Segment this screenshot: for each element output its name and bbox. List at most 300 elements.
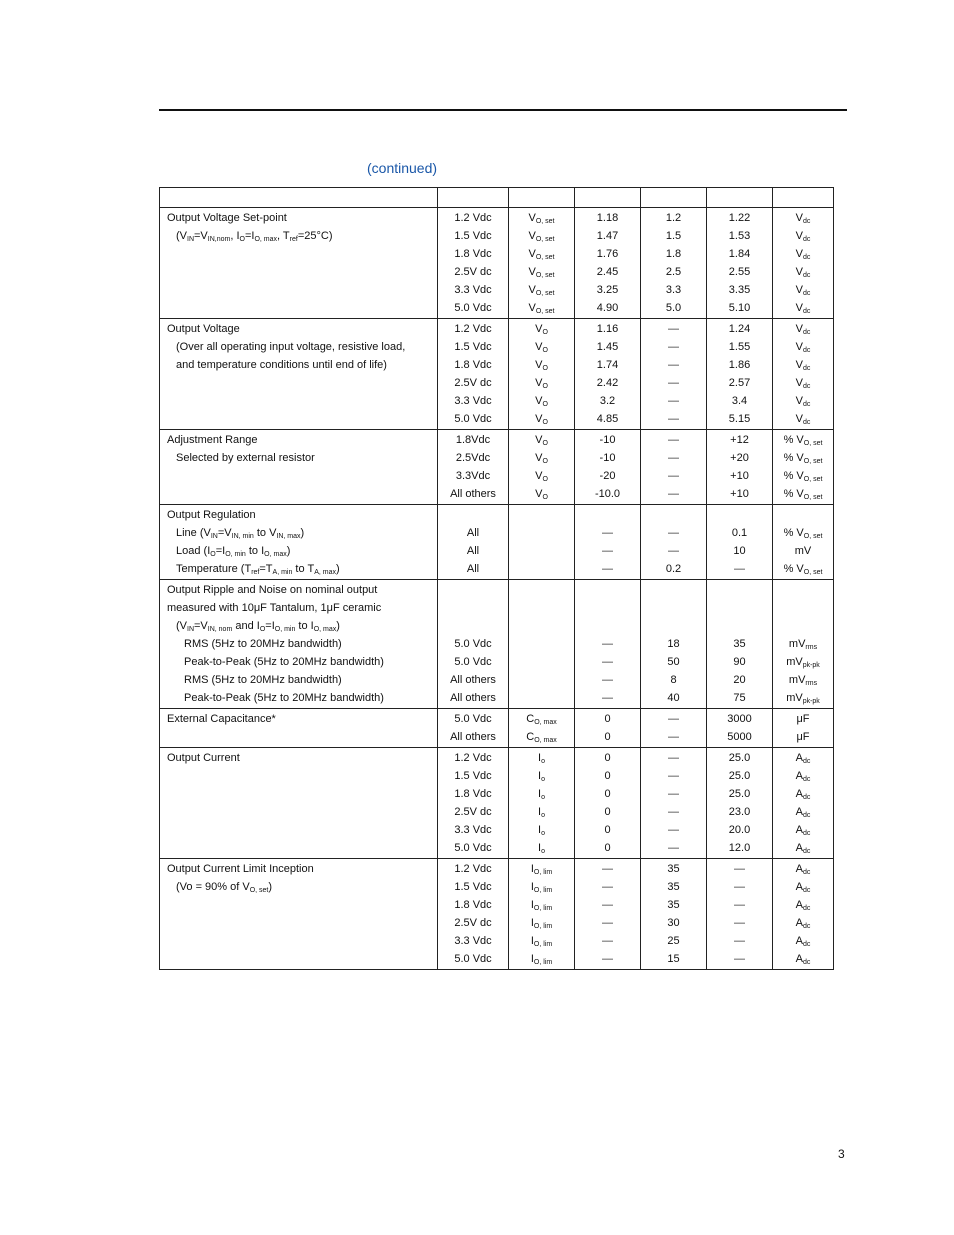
max-value: 1.53: [728, 230, 751, 242]
unit-value: $A_{dc}$: [795, 917, 811, 930]
unit-value: mV: [794, 545, 812, 557]
symbol-value: $I_{O, lim}$: [530, 881, 553, 894]
typ-value: 1.5: [665, 230, 682, 242]
parameter-text: (Over all operating input voltage, resistive load,: [176, 341, 406, 353]
symbol-cell: [509, 430, 575, 505]
max-value: 3000: [727, 713, 752, 725]
min-cell: [575, 580, 641, 709]
symbol-value: $I_o$: [538, 824, 545, 837]
min-value: -10: [599, 434, 616, 446]
typ-value: 15: [667, 953, 680, 965]
device-value: 2.5V dc: [454, 917, 492, 929]
device-value: 1.2 Vdc: [454, 212, 492, 224]
typ-value: —: [668, 452, 679, 464]
min-value: 1.76: [596, 248, 619, 260]
typ-value: 30: [667, 917, 680, 929]
min-value: —: [602, 935, 613, 947]
unit-value: $V_{dc}$: [795, 395, 811, 408]
unit-cell: [773, 748, 834, 859]
unit-value: $A_{dc}$: [795, 824, 811, 837]
max-value: +10: [730, 470, 749, 482]
unit-value: [773, 617, 833, 635]
min-value: —: [602, 692, 613, 704]
symbol-value: $I_o$: [538, 806, 545, 819]
min-value: [575, 506, 640, 524]
typ-value: —: [668, 842, 679, 854]
unit-value: μF: [796, 731, 810, 743]
device-value: 3.3 Vdc: [454, 824, 492, 836]
max-value: 3.4: [731, 395, 748, 407]
device-cell: [438, 430, 509, 505]
min-value: —: [602, 527, 613, 539]
max-value: 2.55: [728, 266, 751, 278]
unit-value: $A_{dc}$: [795, 842, 811, 855]
min-value: [575, 617, 640, 635]
typ-value: —: [668, 395, 679, 407]
symbol-value: $I_o$: [538, 752, 545, 765]
device-cell: [438, 709, 509, 748]
parameter-text: Output Current Limit Inception: [167, 863, 314, 875]
unit-value: $A_{dc}$: [795, 770, 811, 783]
typ-value: [641, 581, 706, 599]
parameter-text: Output Current: [167, 752, 240, 764]
max-value: —: [734, 953, 745, 965]
typ-value: 5.0: [665, 302, 682, 314]
symbol-value: $I_{O, lim}$: [530, 899, 553, 912]
parameter-cell: [160, 430, 438, 505]
parameter-text: Output Voltage Set-point: [167, 212, 287, 224]
unit-cell: [773, 709, 834, 748]
symbol-value: $C_{O, max}$: [526, 713, 557, 726]
typ-value: —: [668, 359, 679, 371]
min-cell: [575, 505, 641, 580]
symbol-value: [509, 689, 574, 707]
device-cell: [438, 859, 509, 970]
min-value: 0: [604, 788, 611, 800]
typ-value: —: [668, 413, 679, 425]
typ-cell: [641, 580, 707, 709]
spec-group-row: [160, 709, 834, 748]
unit-value: $mV_{rms}$: [788, 638, 818, 651]
device-value: All: [466, 527, 480, 539]
max-value: 0.1: [731, 527, 748, 539]
unit-value: $A_{dc}$: [795, 788, 811, 801]
unit-cell: [773, 208, 834, 319]
parameter-text: measured with 10μF Tantalum, 1μF ceramic: [167, 602, 382, 614]
unit-value: $A_{dc}$: [795, 881, 811, 894]
symbol-cell: [509, 505, 575, 580]
unit-value: % $V_{O, set}$: [783, 434, 823, 447]
unit-value: $V_{dc}$: [795, 284, 811, 297]
max-value: 10: [733, 545, 746, 557]
parameter-text: and temperature conditions until end of life): [176, 359, 387, 371]
device-value: 5.0 Vdc: [454, 656, 492, 668]
symbol-value: [509, 635, 574, 653]
header-cell-parameter: [160, 188, 438, 208]
typ-value: —: [668, 770, 679, 782]
max-cell: [707, 430, 773, 505]
min-value: 2.42: [596, 377, 619, 389]
device-value: 1.8Vdc: [455, 434, 491, 446]
max-value: [707, 599, 772, 617]
min-value: —: [602, 674, 613, 686]
max-cell: [707, 709, 773, 748]
spec-group-row: [160, 319, 834, 430]
unit-cell: [773, 430, 834, 505]
max-value: [707, 581, 772, 599]
typ-value: 18: [667, 638, 680, 650]
unit-value: % $V_{O, set}$: [783, 488, 823, 501]
device-value: All: [466, 563, 480, 575]
max-value: 1.84: [728, 248, 751, 260]
min-value: -20: [599, 470, 616, 482]
max-value: 1.22: [728, 212, 751, 224]
unit-value: [773, 581, 833, 599]
unit-value: $mV_{pk-pk}$: [786, 692, 820, 705]
header-cell-symbol: [509, 188, 575, 208]
symbol-value: $V_O$: [535, 377, 548, 390]
min-value: 0: [604, 824, 611, 836]
max-value: 35: [733, 638, 746, 650]
min-cell: [575, 430, 641, 505]
parameter-text: ($V_{IN}=V_{IN,nom}$, $I_O=I_{O, max}$, $T_{ref}=25^\circ C$): [176, 230, 333, 243]
parameter-text: Line ($V_{IN}=V_{IN, min}$ to $V_{IN, max}$): [176, 527, 305, 540]
unit-value: $V_{dc}$: [795, 212, 811, 225]
max-value: 12.0: [728, 842, 751, 854]
min-value: —: [602, 656, 613, 668]
typ-cell: [641, 709, 707, 748]
min-value: —: [602, 917, 613, 929]
typ-value: —: [668, 545, 679, 557]
unit-value: $V_{dc}$: [795, 266, 811, 279]
device-cell: [438, 319, 509, 430]
spec-group-row: [160, 505, 834, 580]
max-value: [707, 506, 772, 524]
parameter-text: Output Regulation: [167, 509, 256, 521]
symbol-value: $V_{O, set}$: [528, 248, 555, 261]
symbol-value: $V_O$: [535, 434, 548, 447]
symbol-value: $I_o$: [538, 842, 545, 855]
max-value: 25.0: [728, 752, 751, 764]
device-value: 1.2 Vdc: [454, 863, 492, 875]
min-cell: [575, 319, 641, 430]
device-value: 1.5 Vdc: [454, 770, 492, 782]
max-value: +12: [730, 434, 749, 446]
header-cell-max: [707, 188, 773, 208]
typ-value: 35: [667, 881, 680, 893]
device-value: 1.5 Vdc: [454, 881, 492, 893]
typ-value: [641, 599, 706, 617]
typ-cell: [641, 748, 707, 859]
device-value: 1.5 Vdc: [454, 230, 492, 242]
max-value: 23.0: [728, 806, 751, 818]
min-value: 0: [604, 806, 611, 818]
unit-value: $mV_{pk-pk}$: [786, 656, 820, 669]
min-value: 3.2: [599, 395, 616, 407]
typ-value: —: [668, 731, 679, 743]
typ-cell: [641, 208, 707, 319]
device-value: 5.0 Vdc: [454, 413, 492, 425]
device-value: 3.3 Vdc: [454, 935, 492, 947]
min-value: 0: [604, 713, 611, 725]
device-value: All others: [450, 488, 496, 500]
unit-value: $V_{dc}$: [795, 302, 811, 315]
max-value: 20.0: [728, 824, 751, 836]
symbol-value: $I_{O, lim}$: [530, 917, 553, 930]
symbol-value: $V_{O, set}$: [528, 266, 555, 279]
min-value: 4.85: [596, 413, 619, 425]
typ-value: —: [668, 527, 679, 539]
symbol-value: [509, 653, 574, 671]
device-value: 2.5V dc: [454, 266, 492, 278]
unit-value: $mV_{rms}$: [788, 674, 818, 687]
device-value: 1.5 Vdc: [454, 341, 492, 353]
typ-value: 40: [667, 692, 680, 704]
symbol-value: $I_{O, lim}$: [530, 863, 553, 876]
symbol-value: $I_{O, lim}$: [530, 935, 553, 948]
device-cell: [438, 208, 509, 319]
min-value: —: [602, 545, 613, 557]
typ-value: [641, 617, 706, 635]
unit-value: μF: [796, 713, 810, 725]
spec-group-row: [160, 748, 834, 859]
max-value: —: [734, 563, 745, 575]
typ-value: —: [668, 752, 679, 764]
device-value: 5.0 Vdc: [454, 638, 492, 650]
unit-value: [773, 506, 833, 524]
typ-value: 35: [667, 863, 680, 875]
continued-label: (continued): [367, 160, 438, 176]
typ-value: 1.2: [665, 212, 682, 224]
device-value: 3.3 Vdc: [454, 395, 492, 407]
symbol-value: $V_O$: [535, 413, 548, 426]
min-value: —: [602, 953, 613, 965]
symbol-value: $V_O$: [535, 488, 548, 501]
parameter-cell: [160, 859, 438, 970]
device-value: 5.0 Vdc: [454, 302, 492, 314]
typ-value: [641, 506, 706, 524]
min-cell: [575, 208, 641, 319]
device-value: 2.5Vdc: [455, 452, 491, 464]
typ-value: 0.2: [665, 563, 682, 575]
max-cell: [707, 319, 773, 430]
device-value: 1.2 Vdc: [454, 752, 492, 764]
unit-value: [773, 599, 833, 617]
unit-value: $A_{dc}$: [795, 806, 811, 819]
unit-value: $A_{dc}$: [795, 935, 811, 948]
unit-value: % $V_{O, set}$: [783, 470, 823, 483]
typ-value: —: [668, 470, 679, 482]
spec-group-row: [160, 859, 834, 970]
typ-cell: [641, 859, 707, 970]
parameter-cell: [160, 505, 438, 580]
max-cell: [707, 208, 773, 319]
device-value: All: [466, 545, 480, 557]
symbol-value: [509, 599, 574, 617]
max-value: +10: [730, 488, 749, 500]
typ-value: —: [668, 824, 679, 836]
unit-value: $V_{dc}$: [795, 377, 811, 390]
symbol-value: $V_O$: [535, 323, 548, 336]
parameter-cell: [160, 709, 438, 748]
symbol-value: $I_{O, lim}$: [530, 953, 553, 966]
min-value: 1.18: [596, 212, 619, 224]
typ-value: 3.3: [665, 284, 682, 296]
min-value: 0: [604, 731, 611, 743]
parameter-text: (Vo = 90% of $V_{O, set}$): [176, 881, 273, 894]
unit-cell: [773, 859, 834, 970]
min-value: 3.25: [596, 284, 619, 296]
header-cell-min: [575, 188, 641, 208]
max-value: —: [734, 863, 745, 875]
device-value: All others: [450, 692, 496, 704]
symbol-cell: [509, 709, 575, 748]
typ-value: —: [668, 323, 679, 335]
max-value: 25.0: [728, 770, 751, 782]
typ-value: —: [668, 806, 679, 818]
unit-value: % $V_{O, set}$: [783, 452, 823, 465]
max-value: 90: [733, 656, 746, 668]
min-value: 1.47: [596, 230, 619, 242]
unit-value: $A_{dc}$: [795, 863, 811, 876]
table-header-row: [160, 188, 834, 208]
header-cell-device: [438, 188, 509, 208]
symbol-value: [509, 560, 574, 578]
min-value: 0: [604, 842, 611, 854]
unit-value: $V_{dc}$: [795, 359, 811, 372]
device-cell: [438, 505, 509, 580]
parameter-text: Adjustment Range: [167, 434, 258, 446]
symbol-value: $V_O$: [535, 359, 548, 372]
min-value: —: [602, 863, 613, 875]
device-value: 1.8 Vdc: [454, 248, 492, 260]
max-value: —: [734, 917, 745, 929]
typ-value: —: [668, 488, 679, 500]
header-cell-unit: [773, 188, 834, 208]
max-value: [707, 617, 772, 635]
typ-value: 1.8: [665, 248, 682, 260]
max-value: 20: [733, 674, 746, 686]
max-value: —: [734, 899, 745, 911]
device-value: [438, 599, 508, 617]
min-value: 1.45: [596, 341, 619, 353]
unit-cell: [773, 319, 834, 430]
typ-cell: [641, 505, 707, 580]
symbol-value: $V_{O, set}$: [528, 284, 555, 297]
device-value: [438, 617, 508, 635]
parameter-cell: [160, 319, 438, 430]
electrical-specifications-table: [159, 187, 834, 970]
unit-value: $V_{dc}$: [795, 230, 811, 243]
max-cell: [707, 505, 773, 580]
symbol-value: $V_O$: [535, 452, 548, 465]
min-value: —: [602, 638, 613, 650]
min-value: -10: [599, 452, 616, 464]
unit-value: $A_{dc}$: [795, 752, 811, 765]
min-value: 1.16: [596, 323, 619, 335]
max-value: 75: [733, 692, 746, 704]
parameter-cell: [160, 580, 438, 709]
parameter-text: RMS (5Hz to 20MHz bandwidth): [184, 638, 342, 650]
min-value: 1.74: [596, 359, 619, 371]
page-number: 3: [838, 1147, 845, 1161]
unit-value: $V_{dc}$: [795, 323, 811, 336]
spec-group-row: [160, 430, 834, 505]
min-cell: [575, 709, 641, 748]
symbol-value: $V_{O, set}$: [528, 212, 555, 225]
typ-value: —: [668, 434, 679, 446]
device-value: 1.8 Vdc: [454, 899, 492, 911]
min-cell: [575, 748, 641, 859]
parameter-text: Output Ripple and Noise on nominal output: [167, 584, 378, 596]
parameter-text: Peak-to-Peak (5Hz to 20MHz bandwidth): [184, 692, 384, 704]
typ-value: 2.5: [665, 266, 682, 278]
device-value: 1.8 Vdc: [454, 359, 492, 371]
parameter-text: External Capacitance*: [167, 713, 276, 725]
min-value: —: [602, 881, 613, 893]
min-value: 2.45: [596, 266, 619, 278]
device-cell: [438, 580, 509, 709]
symbol-value: [509, 617, 574, 635]
min-value: [575, 599, 640, 617]
symbol-value: $V_{O, set}$: [528, 230, 555, 243]
symbol-value: [509, 524, 574, 542]
device-value: [438, 581, 508, 599]
spec-group-row: [160, 580, 834, 709]
min-value: 4.90: [596, 302, 619, 314]
symbol-value: [509, 671, 574, 689]
typ-value: 50: [667, 656, 680, 668]
device-cell: [438, 748, 509, 859]
symbol-cell: [509, 319, 575, 430]
max-value: +20: [730, 452, 749, 464]
symbol-cell: [509, 580, 575, 709]
typ-value: —: [668, 341, 679, 353]
parameter-text: ($V_{IN}=V_{IN, nom}$ and $I_O=I_{O, min}$ to $I_{O, max}$): [176, 620, 340, 633]
typ-value: —: [668, 713, 679, 725]
max-cell: [707, 580, 773, 709]
parameter-cell: [160, 208, 438, 319]
typ-cell: [641, 430, 707, 505]
max-value: —: [734, 935, 745, 947]
symbol-value: [509, 581, 574, 599]
symbol-value: $V_O$: [535, 341, 548, 354]
parameter-text: Temperature ($T_{ref}=T_{A, min}$ to $T_{A, max}$): [176, 563, 340, 576]
symbol-value: [509, 542, 574, 560]
unit-value: $V_{dc}$: [795, 413, 811, 426]
header-cell-typ: [641, 188, 707, 208]
symbol-value: $C_{O, max}$: [526, 731, 557, 744]
max-value: 5.10: [728, 302, 751, 314]
max-value: —: [734, 881, 745, 893]
max-value: 3.35: [728, 284, 751, 296]
min-value: -10.0: [594, 488, 621, 500]
symbol-value: $I_o$: [538, 770, 545, 783]
device-value: 3.3 Vdc: [454, 284, 492, 296]
unit-value: $A_{dc}$: [795, 953, 811, 966]
parameter-text: RMS (5Hz to 20MHz bandwidth): [184, 674, 342, 686]
symbol-value: $I_o$: [538, 788, 545, 801]
parameter-text: Peak-to-Peak (5Hz to 20MHz bandwidth): [184, 656, 384, 668]
device-value: 2.5V dc: [454, 377, 492, 389]
symbol-value: [509, 506, 574, 524]
typ-value: 35: [667, 899, 680, 911]
max-cell: [707, 748, 773, 859]
max-value: 5000: [727, 731, 752, 743]
symbol-cell: [509, 208, 575, 319]
parameter-text: Selected by external resistor: [176, 452, 315, 464]
max-value: 25.0: [728, 788, 751, 800]
